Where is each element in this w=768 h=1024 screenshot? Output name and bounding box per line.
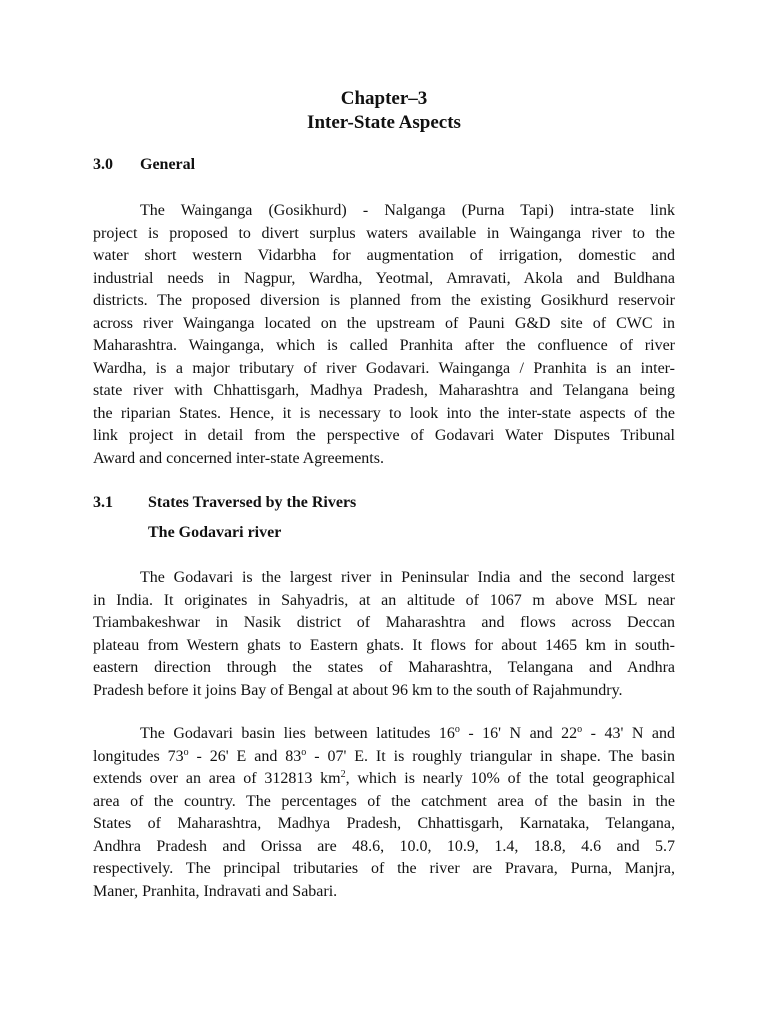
text-line: Andhra Pradesh and Orissa are 48.6, 10.0, 10.9, 1.4, 18.8, 4.6 and 5.7 [93, 837, 675, 855]
text-line: plateau from Western ghats to Eastern ghats. It flows for about 1465 km in south- [93, 636, 675, 654]
text-line: eastern direction through the states of Maharashtra, Telangana and Andhra [93, 659, 675, 676]
text-line: the riparian States. Hence, it is necessary to look into the inter-state aspects of the [93, 404, 675, 422]
text-line: extends over an area of 312813 $km^2$, which is nearly 10% of the total geographical [93, 769, 676, 787]
chapter-number: Chapter–3 [340, 88, 428, 109]
paragraph-godavari-basin [93, 723, 675, 903]
text-line: Triambakeshwar in Nasik district of Maharashtra and flows across Deccan [93, 614, 675, 631]
text-line: industrial needs in Nagpur, Wardha, Yeotmal, Amravati, Akola and Buldhana [93, 269, 675, 287]
text-line: States of Maharashtra, Madhya Pradesh, Chhattisgarh, Karnataka, Telangana, [93, 815, 675, 832]
section-number-states: 3.1 [93, 494, 113, 511]
text-line: project is proposed to divert surplus waters available in Wainganga river to the [93, 224, 675, 242]
text-line: respectively. The principal tributaries of the river are Pravara, Purna, Manjra, [93, 860, 675, 877]
text-line: state river with Chhattisgarh, Madhya Pradesh, Maharashtra and Telangana being [93, 382, 675, 399]
chapter-title: Inter-State Aspects [307, 112, 461, 133]
paragraph-godavari-origin [93, 567, 675, 702]
text-line: Pradesh before it joins Bay of Bengal at about 96 km to the south of Rajahmundry. [93, 681, 623, 699]
text-line: link project in detail from the perspective of Godavari Water Disputes Tribunal [93, 427, 675, 444]
text-line: across river Wainganga located on the upstream of Pauni G&D site of CWC in [93, 314, 675, 332]
text-line: districts. The proposed diversion is planned from the existing Gosikhurd reservoir [93, 292, 675, 309]
text-line: The Godavari is the largest river in Peninsular India and the second largest [140, 569, 675, 586]
text-line: Maharashtra. Wainganga, which is called Pranhita after the confluence of river [93, 337, 675, 354]
subsection-title-godavari: The Godavari river [148, 524, 282, 541]
text-line: Maner, Pranhita, Indravati and Sabari. [93, 882, 338, 900]
section-number-general: 3.0 [93, 156, 113, 173]
text-line: Award and concerned inter-state Agreements. [93, 449, 384, 467]
text-line: Wardha, is a major tributary of river Godavari. Wainganga / Pranhita is an inter- [93, 359, 675, 377]
text-line: area of the country. The percentages of the catchment area of the basin in the [93, 792, 675, 810]
section-title-general: General [140, 156, 196, 173]
text-line: The Godavari basin lies between latitudes 16$^o$ - 16' N and 22$^o$ - 43' N and [140, 724, 675, 742]
paragraph-general [93, 200, 675, 470]
section-title-states: States Traversed by the Rivers [148, 494, 357, 511]
text-line: water short western Vidarbha for augmentation of irrigation, domestic and [93, 247, 675, 264]
text-line: in India. It originates in Sahyadris, at an altitude of 1067 m above MSL near [93, 591, 675, 609]
text-line: The Wainganga (Gosikhurd) - Nalganga (Purna Tapi) intra-state link [140, 202, 675, 219]
text-line: longitudes 73$^o$ - 26' E and 83$^o$ - 07' E. It is roughly triangular in shape. The basin [93, 746, 676, 765]
